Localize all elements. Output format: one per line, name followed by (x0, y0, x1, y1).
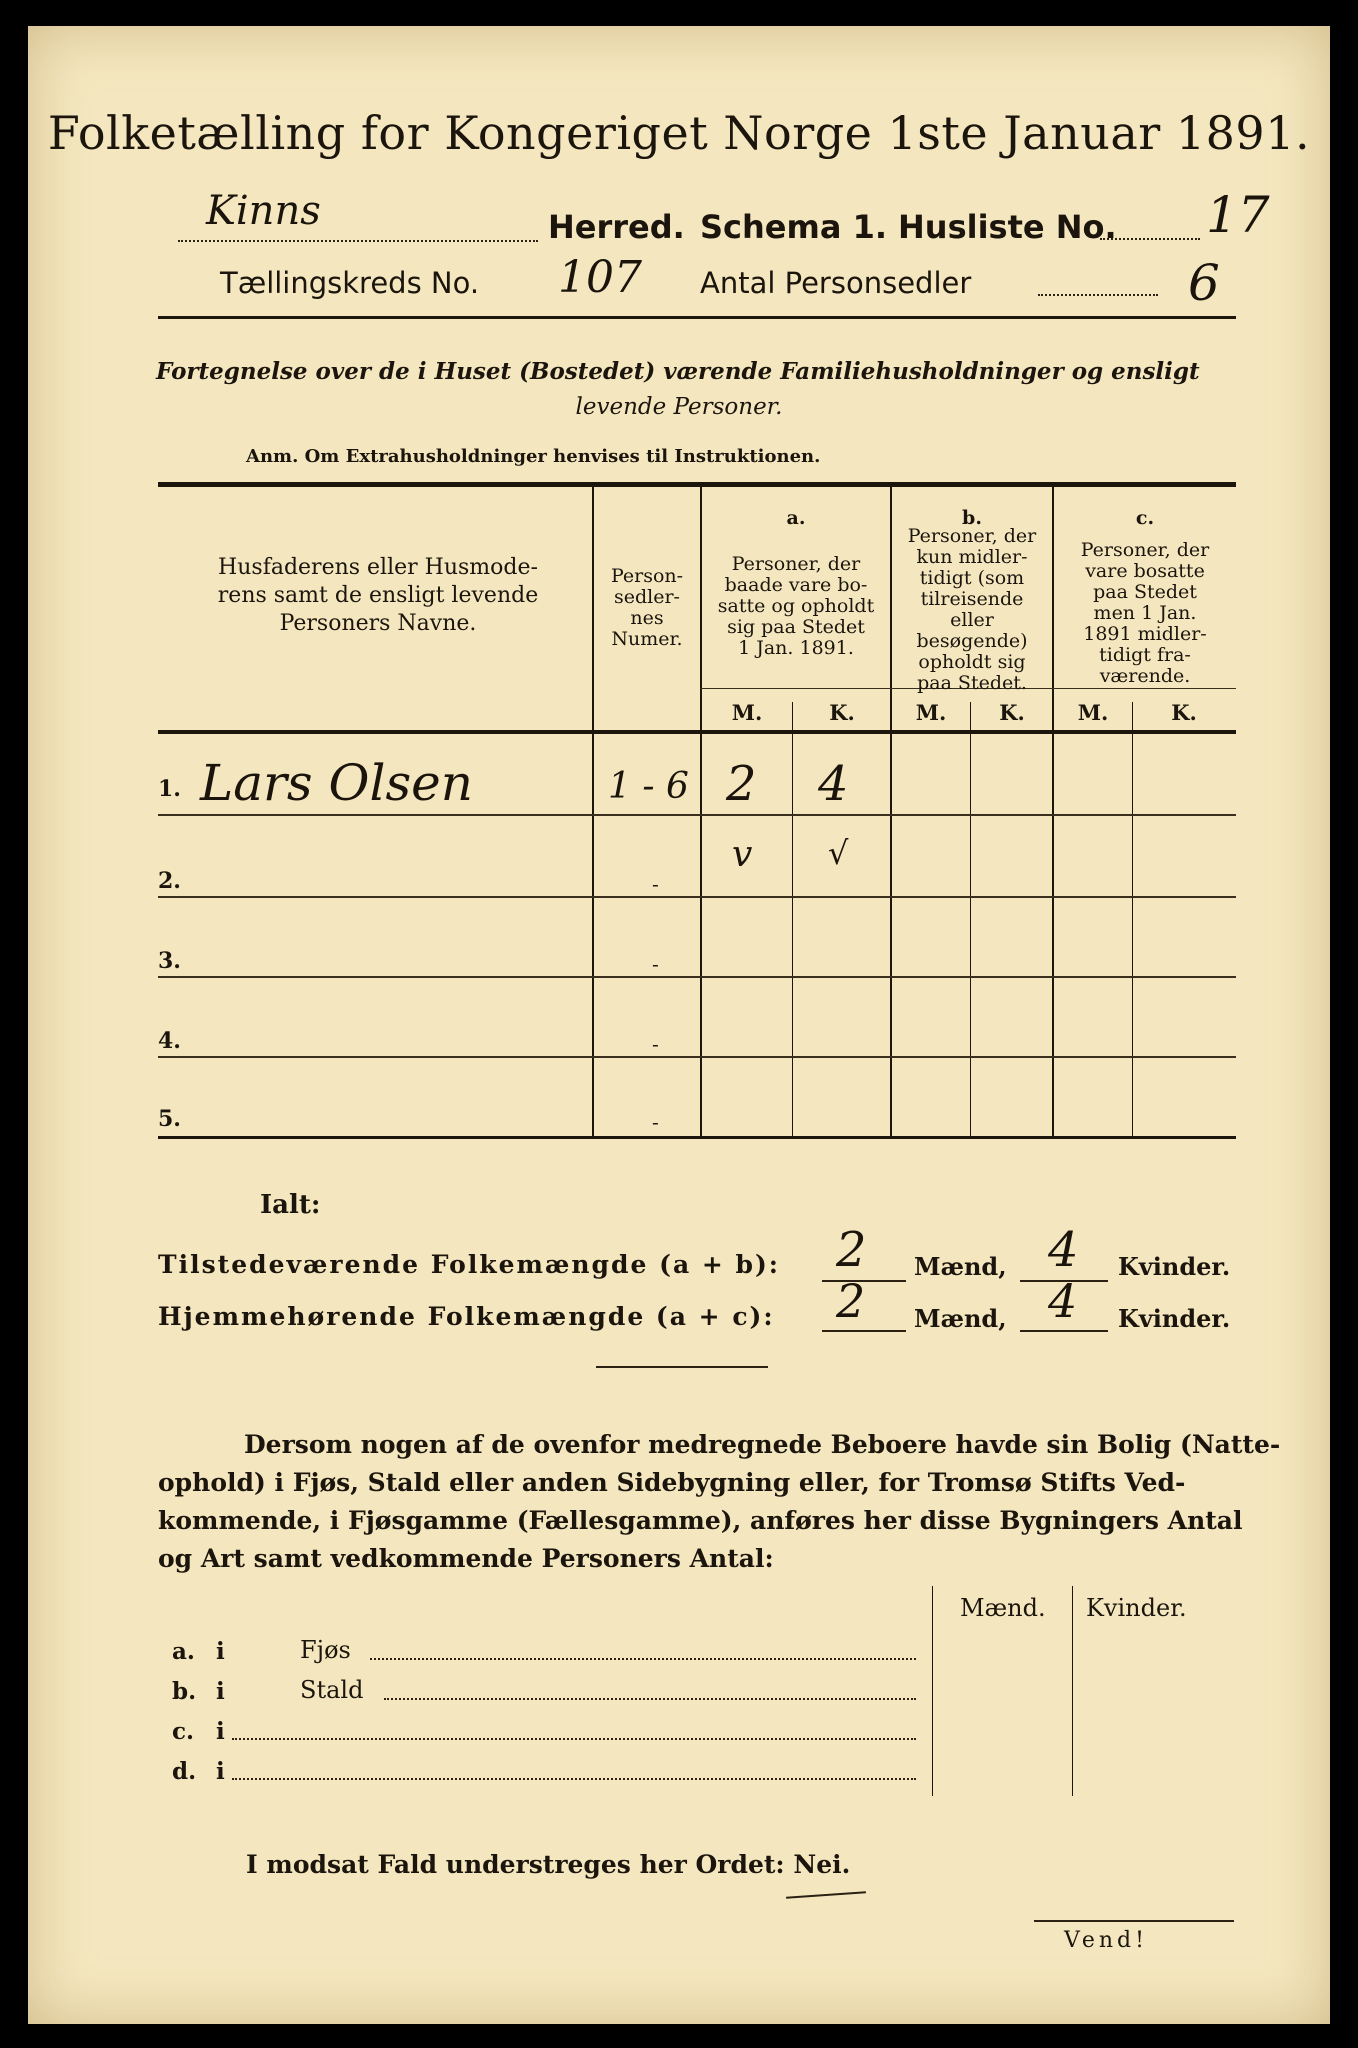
herred-value: Kinns (206, 188, 321, 234)
nei-underline (786, 1891, 866, 1899)
form-title: Folketælling for Kongeriget Norge 1ste Januar 1891. (47, 106, 1311, 160)
col-divider-c-mk (1132, 702, 1133, 1137)
row-line-3 (158, 976, 1236, 978)
buildings-col-kvinder: Kvinder. (1086, 1594, 1187, 1622)
col-a-letter: a. (786, 507, 806, 529)
hjemme-k-value: 4 (1048, 1274, 1078, 1328)
row-a-m: v (732, 834, 753, 875)
antal-label: Antal Personsedler (700, 266, 972, 300)
col-divider-a-mk (792, 702, 793, 1137)
tilstede-maend: Mænd, (914, 1252, 1007, 1281)
buildings-para-3: kommende, i Fjøsgamme (Fællesgamme), anføres her disse Bygningers Antal (158, 1506, 1243, 1535)
item-letter: c. (172, 1718, 195, 1745)
b-m-label: M. (915, 700, 947, 725)
a-k-label: K. (829, 700, 855, 725)
buildings-col-maend: Mænd. (960, 1594, 1046, 1622)
hjemme-label: Hjemmehørende Folkemængde (a + c): (158, 1302, 775, 1331)
header-rule (158, 316, 1236, 319)
row-line-1 (158, 814, 1236, 816)
row-a-k: 4 (818, 756, 849, 812)
tilstede-label: Tilstedeværende Folkemængde (a + b): (158, 1250, 781, 1279)
tilstede-m-value: 2 (836, 1222, 867, 1278)
item-dots (384, 1694, 916, 1700)
vend-label: Vend! (1064, 1928, 1148, 1953)
intro-line-2: levende Personer. (575, 394, 783, 420)
item-dots (370, 1654, 916, 1660)
col-c-header: Personer, der vare bosatte paa Stedet men 1 Jan. 1891 midler- tidigt fra- værende. (1080, 539, 1210, 687)
table-bottom-rule (158, 1136, 1236, 1139)
table-top-rule (158, 482, 1236, 487)
row-number: 5. (158, 1106, 181, 1132)
hjemme-m-line (822, 1330, 906, 1332)
item-i: i (216, 1718, 225, 1745)
col-divider-b-mk (970, 702, 971, 1137)
c-k-label: K. (1171, 700, 1197, 725)
col-c-letter: c. (1135, 507, 1155, 529)
row-number: 3. (158, 948, 181, 974)
col-b-letter: b. (962, 507, 982, 529)
table-header-rule (158, 730, 1236, 734)
buildings-para-1: Dersom nogen af de ovenfor medregnede Beboere havde sin Bolig (Natte- (244, 1430, 1281, 1459)
hjemme-k-line (1020, 1330, 1108, 1332)
intro-line-1: Fortegnelse over de i Huset (Bostedet) værende Familiehusholdninger og ensligt (156, 358, 1200, 385)
item-i: i (216, 1678, 225, 1705)
buildings-divider-1 (932, 1586, 933, 1796)
buildings-para-2: ophold) i Fjøs, Stald eller anden Sidebygning eller, for Tromsø Stifts Ved- (158, 1468, 1186, 1497)
schema-label: Schema 1. (700, 208, 887, 246)
item-letter: b. (172, 1678, 197, 1705)
item-dots (232, 1734, 916, 1740)
a-m-label: M. (731, 700, 763, 725)
row-sedler: - (652, 952, 659, 976)
kreds-value: 107 (558, 252, 642, 303)
husliste-value: 17 (1206, 186, 1270, 244)
hjemme-maend: Mænd, (914, 1304, 1007, 1333)
antal-field (1038, 284, 1158, 296)
row-number: 4. (158, 1028, 181, 1054)
antal-value: 6 (1188, 254, 1220, 312)
hjemme-kvinder: Kvinder. (1118, 1304, 1231, 1333)
item-letter: d. (172, 1758, 197, 1785)
husliste-field (1100, 222, 1200, 240)
row-line-4 (158, 1056, 1236, 1058)
b-k-label: K. (999, 700, 1025, 725)
anm-note: Anm. Om Extrahusholdninger henvises til Instruktionen. (246, 446, 821, 467)
buildings-para-4: og Art samt vedkommende Personers Antal: (158, 1544, 774, 1573)
item-label: Stald (300, 1676, 364, 1704)
item-i: i (216, 1758, 225, 1785)
hjemme-m-value: 2 (836, 1274, 866, 1328)
vend-rule (1034, 1920, 1234, 1922)
col-name-header: Husfaderens eller Husmode- rens samt de ensligt levende Personers Navne. (217, 555, 539, 636)
item-label: Fjøs (300, 1636, 351, 1664)
col-a-header: Personer, der baade vare bo- satte og opholdt sig paa Stedet 1 Jan. 1891. (717, 553, 875, 659)
section-divider (596, 1366, 768, 1368)
row-a-m: 2 (726, 756, 757, 812)
item-i: i (216, 1638, 225, 1665)
ialt-label: Ialt: (260, 1190, 321, 1220)
husliste-label: Husliste No. (898, 208, 1117, 246)
tilstede-k-value: 4 (1048, 1222, 1079, 1278)
tilstede-kvinder: Kvinder. (1118, 1252, 1231, 1281)
row-sedler: - (652, 1110, 659, 1134)
item-letter: a. (172, 1638, 195, 1665)
item-dots (232, 1774, 916, 1780)
row-number: 1. (158, 776, 181, 802)
row-sedler: 1 - 6 (608, 766, 689, 807)
row-sedler: - (652, 872, 659, 896)
row-sedler: - (652, 1032, 659, 1056)
row-name: Lars Olsen (200, 754, 473, 812)
col-num-header: Person- sedler- nes Numer. (610, 565, 684, 650)
census-form-page (28, 26, 1330, 2024)
row-line-2 (158, 896, 1236, 898)
row-number: 2. (158, 868, 181, 894)
herred-label: Herred. (548, 208, 685, 246)
modsat-note: I modsat Fald understreges her Ordet: Nei. (246, 1850, 851, 1879)
buildings-divider-2 (1072, 1586, 1073, 1796)
c-m-label: M. (1077, 700, 1109, 725)
row-a-k: √ (828, 834, 849, 872)
kreds-label: Tællingskreds No. (220, 266, 480, 300)
col-b-header: Personer, der kun midler- tidigt (som tilreisende eller besøgende) opholdt sig paa Stedet. (907, 525, 1037, 694)
